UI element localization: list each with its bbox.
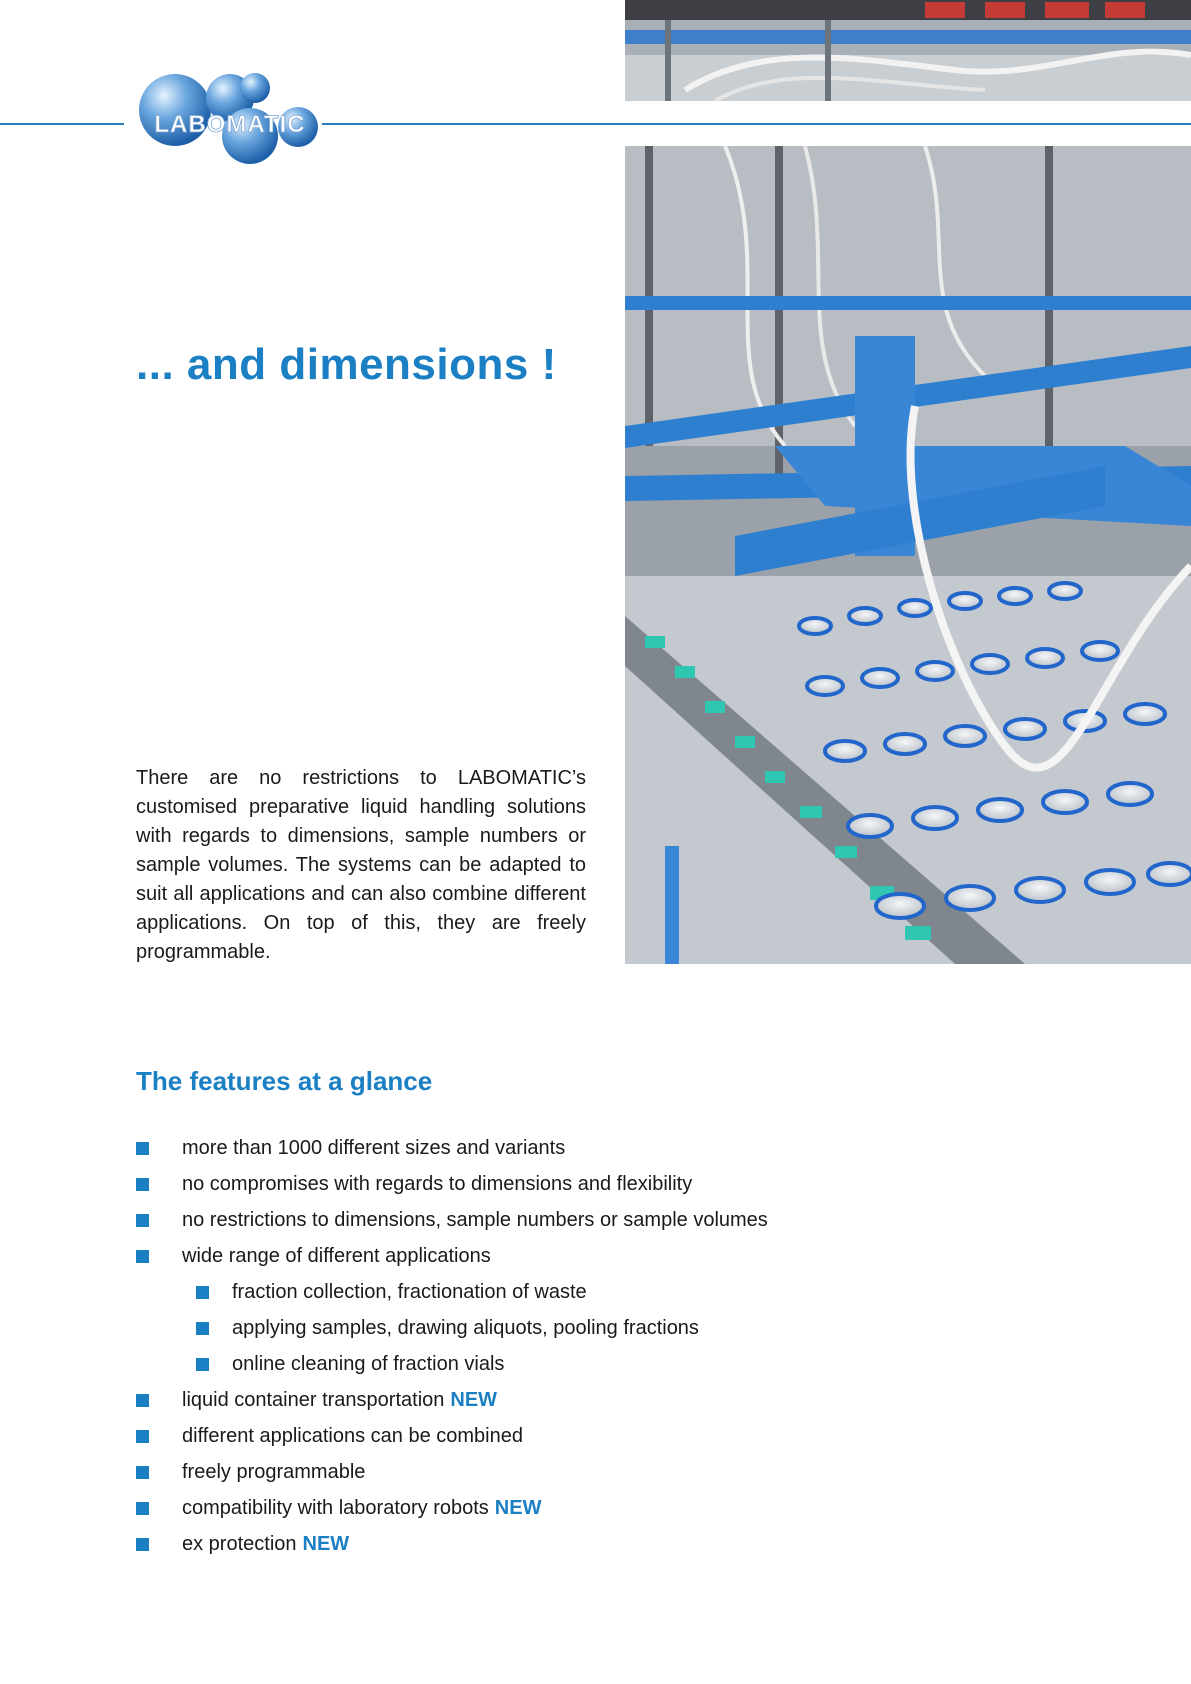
header-rule-left xyxy=(0,123,124,125)
square-bullet-icon xyxy=(136,1430,149,1443)
new-badge: NEW xyxy=(494,1497,542,1519)
feature-subitem xyxy=(136,1310,1136,1346)
features-heading: The features at a glance xyxy=(136,1066,433,1096)
square-bullet-icon xyxy=(196,1286,209,1299)
square-bullet-icon xyxy=(196,1358,209,1371)
labomatic-logo xyxy=(130,70,330,170)
feature-text: more than 1000 different sizes and variants xyxy=(182,1137,566,1159)
square-bullet-icon xyxy=(196,1322,209,1335)
intro-paragraph: There are no restrictions to LABOMATIC’s customised preparative liquid handling solutions with regards to dimensions, sample numbers or sample volumes. The systems can be adapted to suit all applications and can also combine different applications. On top of this, they are freely programmable. xyxy=(136,767,586,963)
logo-wordmark: LABOMATIC xyxy=(154,111,306,138)
square-bullet-icon xyxy=(136,1502,149,1515)
header-rule-right xyxy=(322,123,1191,125)
feature-subitem xyxy=(136,1274,1136,1310)
square-bullet-icon xyxy=(136,1394,149,1407)
square-bullet-icon xyxy=(136,1178,149,1191)
square-bullet-icon xyxy=(136,1538,149,1551)
feature-item xyxy=(136,1202,1136,1238)
new-badge: NEW xyxy=(450,1389,498,1411)
feature-text: ex protection xyxy=(182,1533,297,1555)
feature-text: no restrictions to dimensions, sample numbers or sample volumes xyxy=(182,1209,768,1231)
feature-item xyxy=(136,1526,1136,1562)
feature-item xyxy=(136,1490,1136,1526)
feature-text: liquid container transportation xyxy=(182,1389,445,1411)
feature-text: no compromises with regards to dimensions and flexibility xyxy=(182,1173,693,1195)
feature-text: online cleaning of fraction vials xyxy=(232,1353,505,1375)
photo-fraction-collector xyxy=(625,146,1191,964)
new-badge: NEW xyxy=(302,1533,350,1555)
feature-text: different applications can be combined xyxy=(182,1425,523,1447)
square-bullet-icon xyxy=(136,1466,149,1479)
feature-text: applying samples, drawing aliquots, pooling fractions xyxy=(232,1317,699,1339)
feature-text: wide range of different applications xyxy=(182,1245,491,1267)
feature-item xyxy=(136,1454,1136,1490)
bubble-logo-icon xyxy=(130,70,330,170)
feature-text: freely programmable xyxy=(182,1461,366,1483)
square-bullet-icon xyxy=(136,1142,149,1155)
feature-text: fraction collection, fractionation of waste xyxy=(232,1281,587,1303)
feature-item xyxy=(136,1418,1136,1454)
square-bullet-icon xyxy=(136,1250,149,1263)
page-title: ... and dimensions ! xyxy=(136,340,557,389)
square-bullet-icon xyxy=(136,1214,149,1227)
feature-subitem xyxy=(136,1346,1136,1382)
feature-text: compatibility with laboratory robots xyxy=(182,1497,489,1519)
feature-item xyxy=(136,1382,1136,1418)
feature-item xyxy=(136,1238,1136,1274)
photo-equipment-top xyxy=(625,0,1191,101)
features-list xyxy=(136,1130,1136,1562)
feature-item xyxy=(136,1166,1136,1202)
feature-item xyxy=(136,1130,1136,1166)
